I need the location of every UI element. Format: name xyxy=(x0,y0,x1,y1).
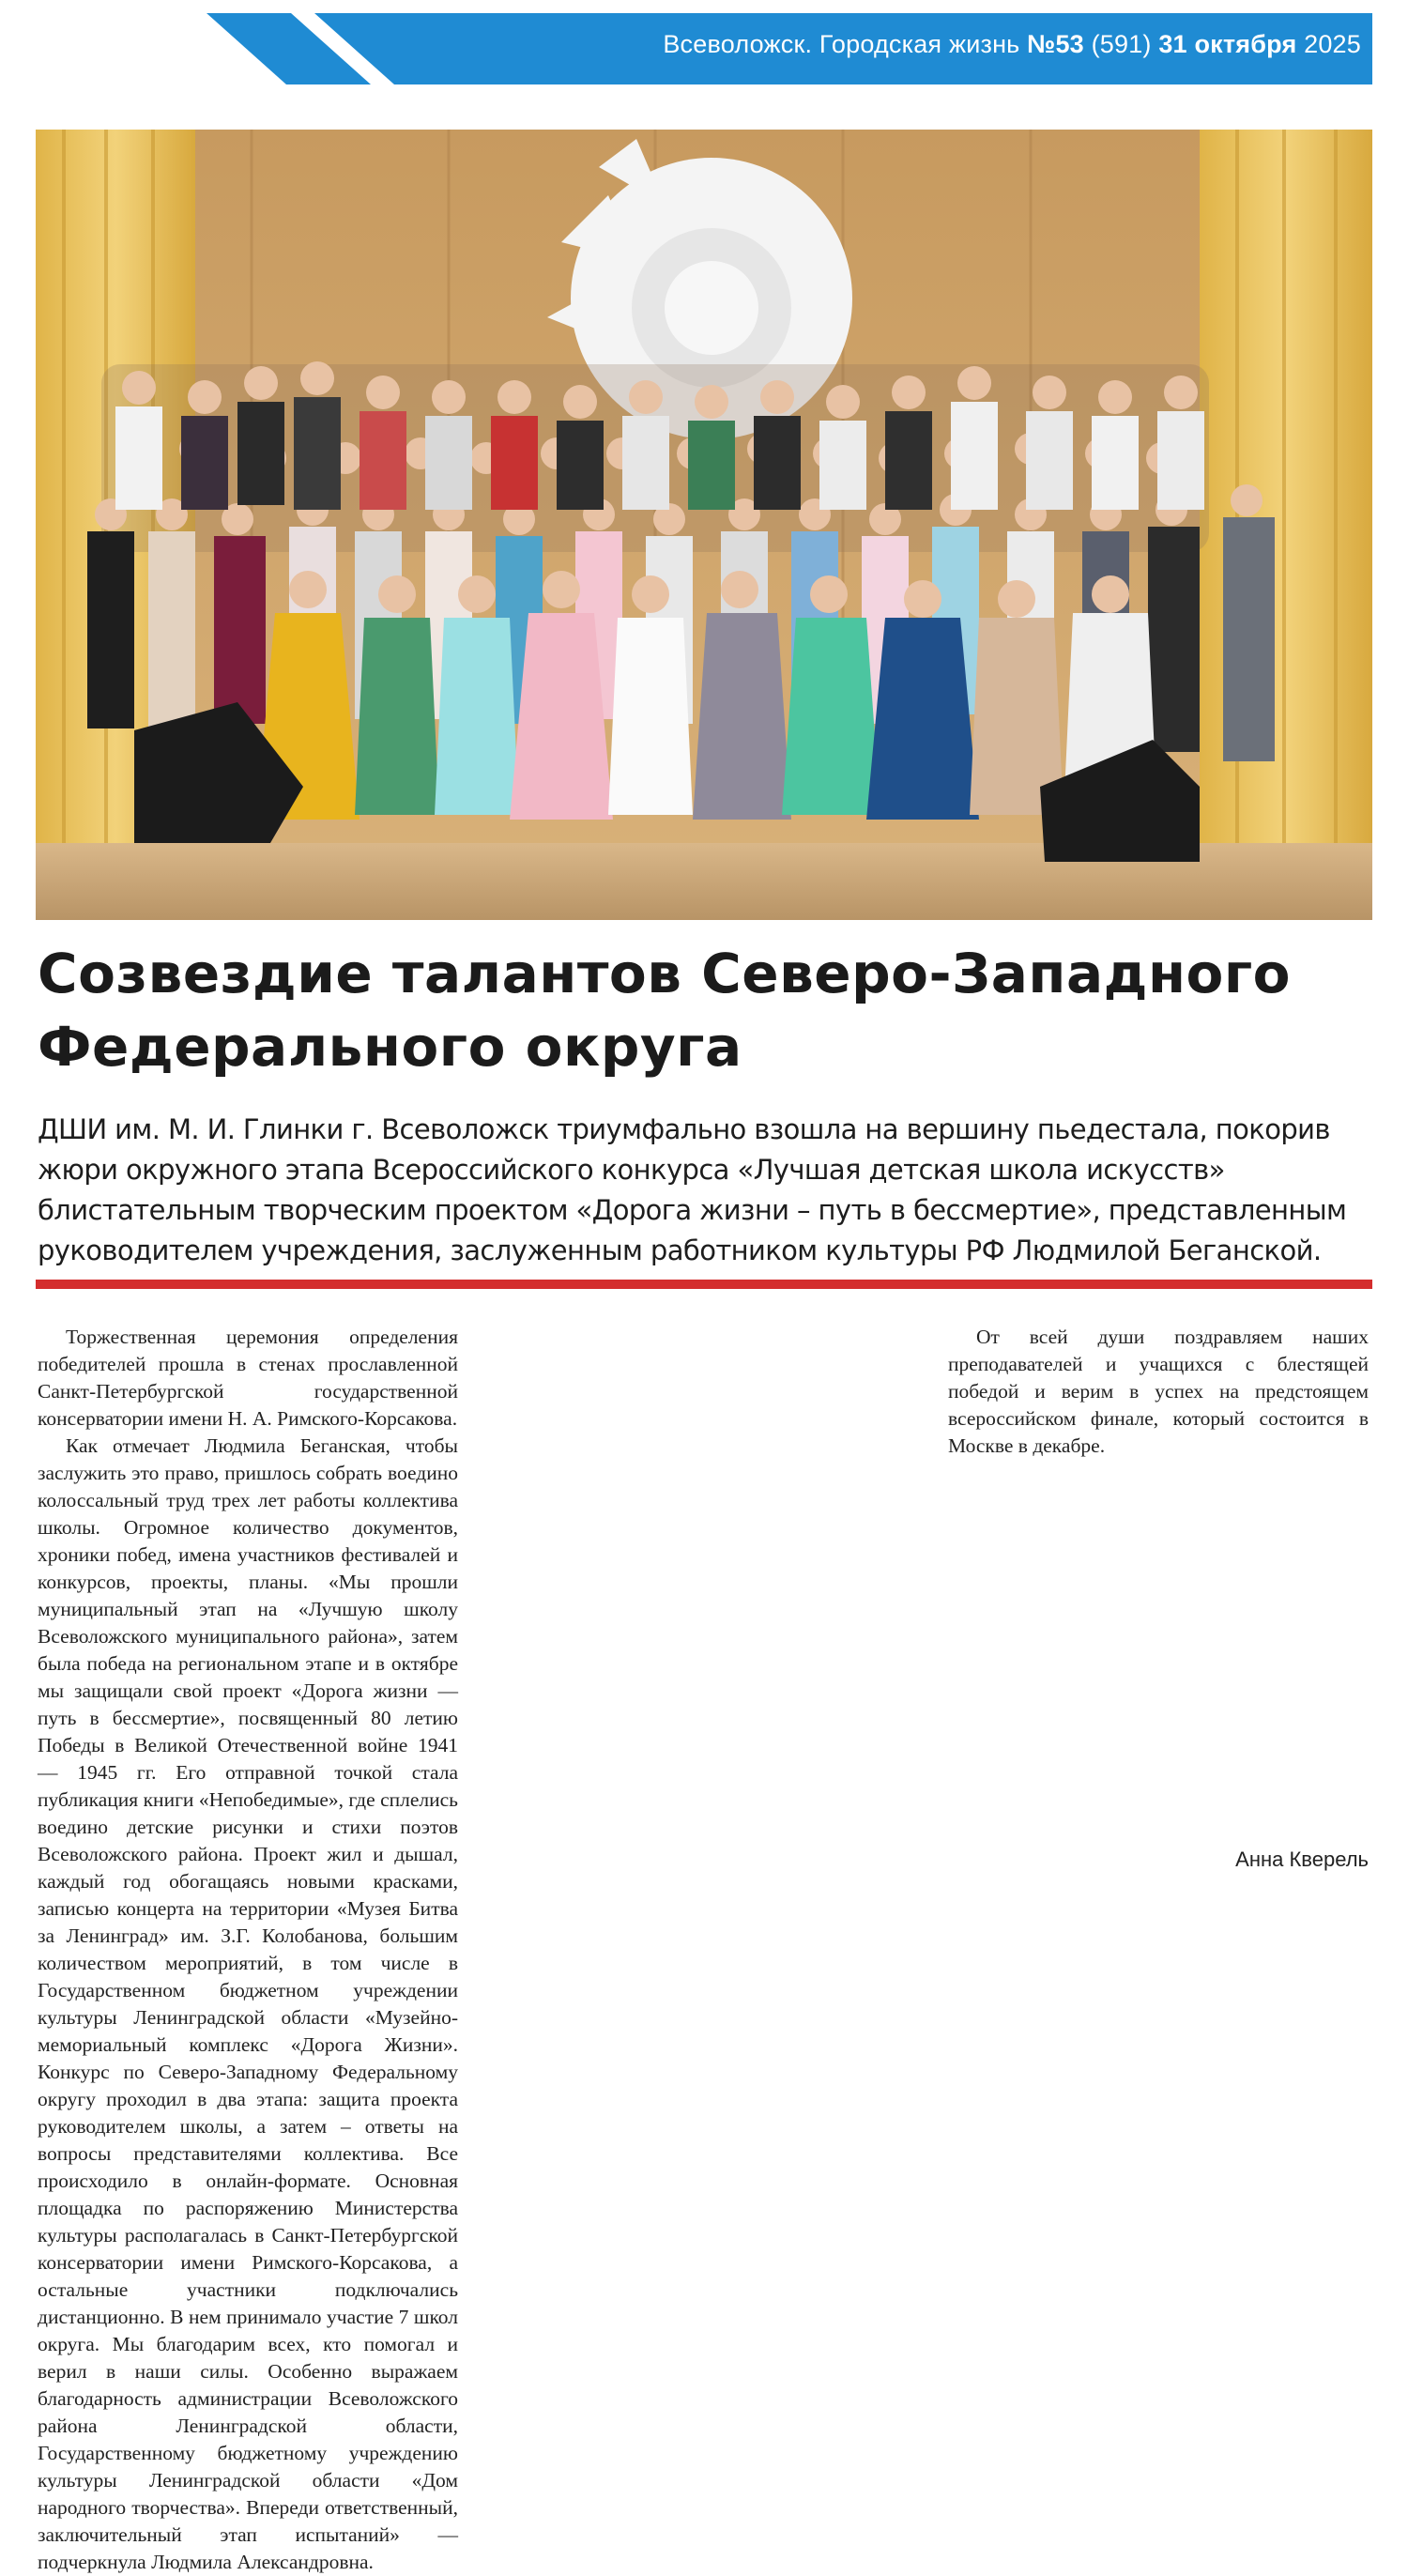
article-column-3 xyxy=(948,1324,1369,1849)
red-divider xyxy=(36,1280,1372,1289)
issue-date: 31 октября xyxy=(1158,30,1297,58)
publication-name: Всеволожск. Городская жизнь xyxy=(663,30,1020,58)
article-lead: ДШИ им. М. И. Глинки г. Всеволожск триумфально взошла на вершину пьедестала, покорив жюри окружного этапа Всероссийского конкурса «Лучшая детская школа искусств» блистательным творческим проектом «Дорога жизни – путь в бессмертие», представленным руководителем учреждения, заслуженным работником культуры РФ Людмилой Беганской. xyxy=(38,1113,1347,1266)
article-paragraph: Торжественная церемония определения победителей прошла в стенах прославленной Санкт-Петербургской государственной консерватории имени Н. А. Римского-Корсакова. xyxy=(38,1326,458,1430)
issue-info xyxy=(663,30,1361,59)
article-headline: Созвездие талантов Северо-Западного Федерального округа xyxy=(38,942,1292,1079)
group-photo xyxy=(36,130,1372,920)
article-paragraph: От всей души поздравляем наших преподавателей и учащихся с блестящей победой и верим в успех на предстоящем всероссийском финале, который состоится в Москве в декабре. xyxy=(948,1326,1369,1457)
issue-year: 2025 xyxy=(1304,30,1361,58)
article-column-2 xyxy=(493,1324,913,1849)
issue-number: №53 xyxy=(1027,30,1084,58)
article-paragraph: Как отмечает Людмила Беганская, чтобы заслужить это право, пришлось собрать воедино колоссальный труд трех лет работы коллектива школы. Огромное количество документов, хроники побед, имена участников фестивалей и конкурсов, проекты, планы. «Мы прошли муниципальный этап на «Лучшую школу Всеволожского муниципального района», затем была победа на региональном этапе и в октябре мы защищали свой проект «Дорога жизни — путь в бессмертие», посвященный 80 летию Победы в Великой Отечественной войне 1941 — 1945 гг. Его отправной точкой стала публикация книги «Непобедимые», где сплелись воедино детские рисунки и стихи поэтов Всеволожского района. Проект жил и дышал, каждый год обогащаясь новыми красками, записью концерта на территории «Музея Битва за Ленинград» им. З.Г. Колобанова, большим количеством мероприятий, в том числе в Государственном бюджетном учреждении культуры Ленинградской области «Музейно-мемориальный комплекс «Дорога Жизни». Конкурс по Северо-Западному Федеральному округу проходил в два этапа: защита проекта руководителем школы, а затем – ответы на вопросы представителями коллектива. Все происходило в онлайн-формате. Основная площадка по распоряжению Министерства культуры располагалась в Санкт-Петербургской консерватории имени Римского-Корсакова, а остальные участники подключались дистанционно. В нем принимало участие 7 школ округа. Мы благодарим всех, кто помогал и верил в наши силы. Особенно выражаем благодарность администрации Всеволожского района Ленинградской области, Государственному бюджетному учреждению культуры Ленинградской области «Дом народного творчества». Впереди ответственный, заключительный этап испытаний» — подчеркнула Людмила Александровна. xyxy=(38,1434,458,2573)
article-author: Анна Кверель xyxy=(1235,1848,1369,1871)
group-photo-illustration xyxy=(36,130,1372,920)
masthead-band xyxy=(0,0,1408,94)
article-column-1 xyxy=(38,1324,458,2573)
issue-total: (591) xyxy=(1091,30,1152,58)
